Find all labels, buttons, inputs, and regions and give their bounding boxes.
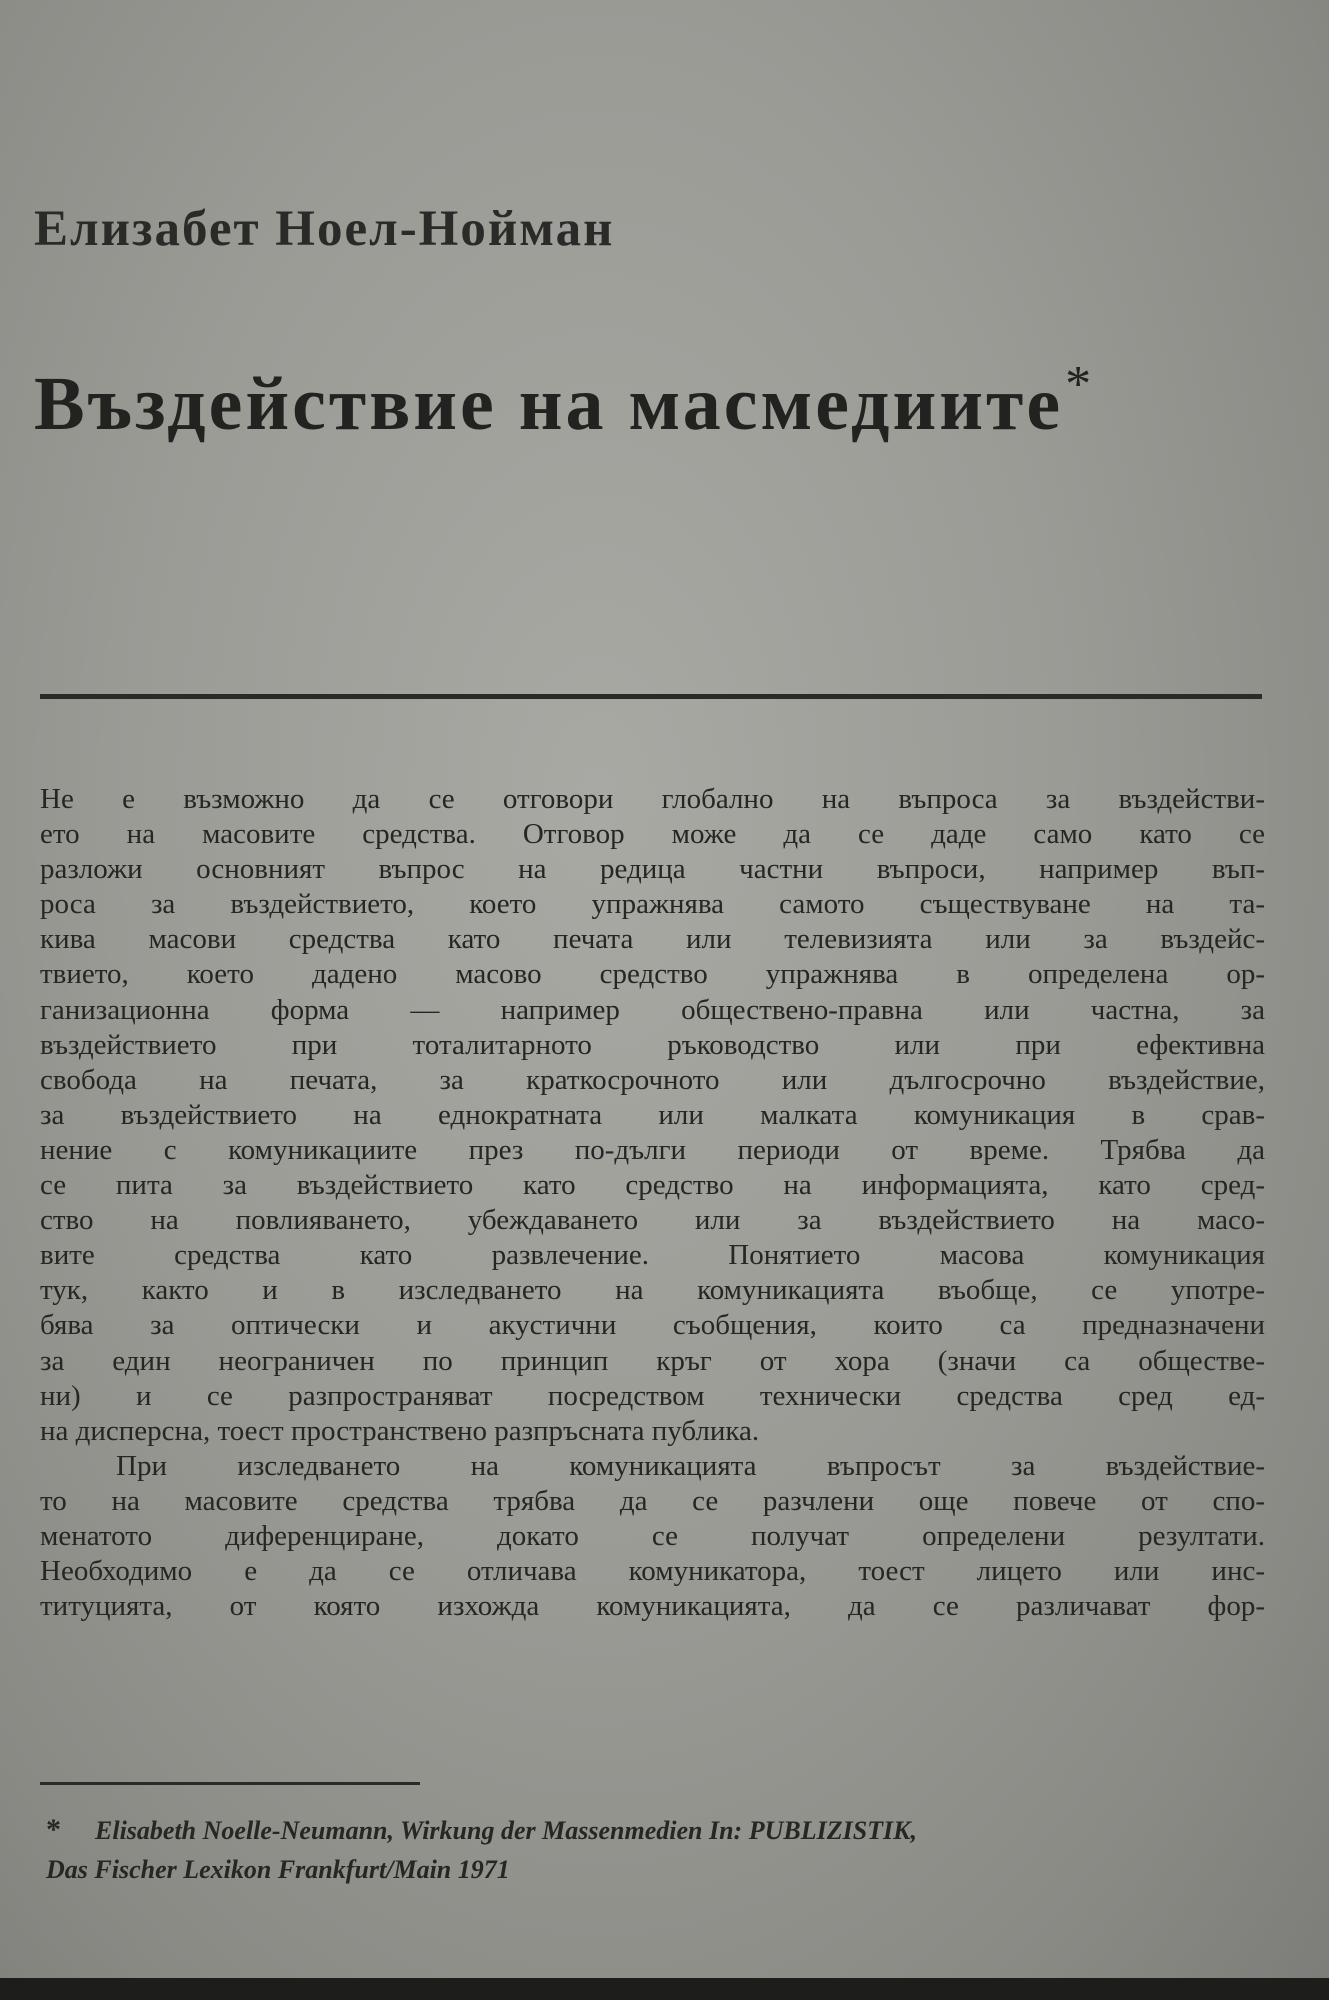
text-line: Не е възможно да се отговори глобално на въпроса за въздействи-: [40, 783, 1265, 815]
text-line: за един неограничен по принцип кръг от хора (значи са обществе-: [40, 1344, 1265, 1377]
footnote-line: [46, 1810, 1246, 1850]
text-line: свобода на печата, за краткосрочното или дългосрочно въздействие,: [40, 1063, 1265, 1096]
text-line: за въздействието на еднократната или малката комуникация в срав-: [40, 1098, 1265, 1131]
page-bottom-edge: [0, 1978, 1329, 2000]
footnote-star: *: [46, 1813, 61, 1846]
footnote-marker: *: [1065, 356, 1095, 413]
footnote-citation: Elisabeth Noelle-Neumann, Wirkung der Massenmedien In: PUBLIZISTIK,: [95, 1816, 917, 1845]
title-divider: [40, 694, 1262, 699]
text-line: разложи основният въпрос на редица частни въпроси, например въп-: [40, 853, 1265, 886]
text-line: ство на повлияването, убеждаването или за въздействието на масо-: [40, 1204, 1265, 1237]
footnote: [46, 1810, 1246, 1890]
text-line: роса за въздействието, което упражнява самото съществуване на та-: [40, 888, 1265, 921]
text-line: твието, което дадено масово средство упражнява в определена ор-: [40, 958, 1265, 991]
text-line: Необходимо е да се отличава комуникатора, тоест лицето или инс-: [40, 1555, 1265, 1588]
text-line: се пита за въздействието като средство на информацията, като сред-: [40, 1169, 1265, 1202]
text-line: ганизационна форма — например обществено-правна или частна, за: [40, 993, 1265, 1026]
text-line: При изследването на комуникацията въпросът за въздействие-: [116, 1449, 1265, 1482]
article-title: [34, 355, 1094, 448]
text-line: тук, както и в изследването на комуникацията въобще, се употре-: [40, 1274, 1265, 1307]
text-line: въздействието при тоталитарното ръководство или при ефективна: [40, 1028, 1265, 1061]
text-line: кива масови средства като печата или телевизията или за въздейс-: [40, 923, 1265, 956]
body-text: [40, 782, 1265, 1624]
footnote-line: Das Fischer Lexikon Frankfurt/Main 1971: [46, 1855, 510, 1884]
text-line: менатото диференциране, докато се получат определени резултати.: [40, 1519, 1265, 1552]
text-line: вите средства като развлечение. Понятието масова комуникация: [40, 1239, 1265, 1272]
text-line: на дисперсна, тоест пространствено разпръсната публика.: [40, 1414, 760, 1447]
author-name: Елизабет Ноел-Нойман: [34, 201, 615, 257]
text-line: ето на масовите средства. Отговор може да се даде само като се: [40, 818, 1265, 851]
text-line: ни) и се разпространяват посредством технически средства сред ед-: [40, 1379, 1265, 1412]
text-line: то на масовите средства трябва да се разчлени още повече от спо-: [40, 1484, 1265, 1517]
title-text: Въздействие на масмедиите: [34, 362, 1064, 446]
text-line: нение с комуникациите през по-дълги периоди от време. Трябва да: [40, 1133, 1265, 1166]
footnote-divider: [40, 1782, 420, 1785]
text-line: бява за оптически и акустични съобщения, които са предназначени: [40, 1309, 1265, 1342]
text-line: титуцията, от която изхожда комуникацията, да се различават фор-: [40, 1590, 1265, 1623]
